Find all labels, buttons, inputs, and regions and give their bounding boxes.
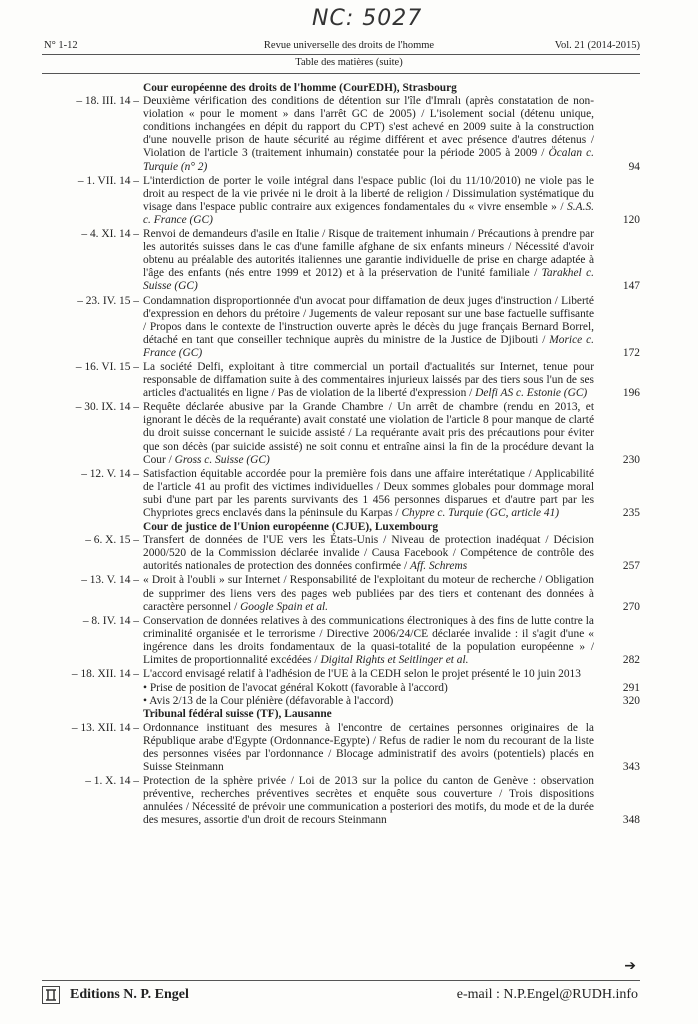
entry-description [143, 175, 594, 227]
toc-entry [42, 668, 640, 681]
entry-description [143, 228, 594, 293]
entry-description [143, 401, 594, 466]
entry-date: – 13. V. 14 – [81, 574, 139, 587]
publisher-email: e-mail : N.P.Engel@RUDH.info [456, 987, 638, 1002]
entry-date: – 12. V. 14 – [81, 467, 139, 480]
entry-text: L'interdiction de porter le voile intégral dans l'espace public (loi du 11/10/2010) ne viole pas le droit au respect de la vie privée ni le droit à la liberté de religion / Dissimulation systématique du visage dans l'espace public contraire aux exigences fondamentales du « vivre ensemble » / [143, 174, 594, 213]
entry-text: « Droit à l'oubli » sur Internet / Responsabilité de l'exploitant du moteur de recherche / Obligation de supprimer des liens vers des pages web publiées par des tiers et contenant des données à caractère personnel / [143, 574, 594, 613]
entry-date: – 30. IX. 14 – [75, 401, 139, 414]
toc-entry [42, 228, 640, 293]
entry-description [143, 615, 594, 667]
entry-description [143, 295, 594, 360]
entry-page-number: 257 [622, 560, 640, 573]
entry-page-number: 348 [622, 814, 640, 827]
entry-page-number: 282 [622, 654, 640, 667]
entry-date: – 6. X. 15 – [85, 534, 139, 547]
entry-case-reference: S.A.S. c. France (GC) [143, 200, 594, 226]
entry-description [143, 534, 594, 573]
entry-case-reference: Gross c. Suisse (GC) [174, 453, 270, 466]
entry-case-reference: Tarakhel c. Suisse (GC) [143, 267, 594, 293]
entry-case-reference: Chypre c. Turquie (GC, article 41) [401, 507, 560, 519]
table-of-contents-title: Table des matières (suite) [295, 57, 403, 68]
toc-entry [42, 775, 640, 827]
entry-page-number: 270 [622, 600, 640, 613]
entry-date: – 4. XI. 14 – [81, 228, 139, 241]
entry-page-number: 343 [622, 760, 640, 773]
entry-author: Steinmann [174, 760, 224, 773]
publisher-logo-icon [42, 986, 60, 1004]
entry-text: L'accord envisagé relatif à l'adhésion de l'UE à la CEDH selon le projet présenté le 10 juin 2013 [143, 668, 581, 681]
entry-page-number: 235 [622, 507, 640, 519]
footer-rule [42, 980, 640, 981]
entry-description [143, 668, 594, 681]
entry-text: Transfert de données de l'UE vers les États-Unis / Niveau de protection inadéquat / Décision 2000/520 de la Commission déclarée invalide / Causa Facebook / Compétence de contrôle des autorités nationales de protection des données confirmée / [143, 534, 594, 573]
entry-text: La société Delfi, exploitant à titre commercial un portail d'actualités sur Internet, tenue pour responsable de diffamation suite à des commentaires injurieux laissés par des tiers sous l'un de ses articles d'actualités en ligne / Pas de violation de la liberté d'expression / [143, 360, 594, 400]
subentry-page-number: 291 [622, 682, 640, 695]
entry-case-reference: Morice c. France (GC) [143, 333, 594, 359]
next-page-arrow-icon: ➔ [624, 958, 636, 974]
toc-entry [42, 175, 640, 227]
entry-text: Protection de la sphère privée / Loi de 2013 sur la police du canton de Genève : observation préventive, recherches préventives secrètes et enquête sous couverture / Trois dispositions annulées / Nécessité de prévoir une communication a posteriori des motifs, du mode et de la durée des mesures, assortie d'un droit de recours [143, 774, 594, 827]
toc-entry [42, 295, 640, 360]
entry-page-number: 120 [622, 213, 640, 226]
entry-date: – 1. VII. 14 – [77, 174, 139, 187]
toc-subentry [143, 695, 640, 708]
entry-page-number: 94 [628, 160, 640, 173]
entry-date: – 16. VI. 15 – [75, 360, 139, 373]
subentry-text: • Prise de position de l'avocat général Kokott (favorable à l'accord) [143, 682, 448, 695]
handwritten-annotation: NC: 5027 [312, 6, 423, 31]
entry-date: – 1. X. 14 – [85, 774, 139, 787]
entry-date: – 13. XII. 14 – [71, 721, 139, 734]
header-journal-title: Revue universelle des droits de l'homme [263, 40, 435, 51]
toc-entry [42, 95, 640, 174]
entry-text: Deuxième vérification des conditions de détention sur l'île d'Imralı (après constatation de non-violation « pour le moment » dans l'arrêt GC de 2005) / L'isolement social (détenu unique, conditions inchangées en dépit du rapport du CPT) s'est achevé en 2009 suite à la construction d'une nouvelle prison de haute sécurité au régime différent et avec présence d'autres détenus / Violation de l'article 3 (traitement inhumain) constatée pour la période 2005 à 2009 / [143, 95, 594, 160]
publisher-name: Editions N. P. Engel [70, 987, 189, 1002]
toc-entry [42, 401, 640, 466]
entry-page-number: 172 [622, 346, 640, 359]
entry-text: Ordonnance instituant des mesures à l'encontre de certaines personnes originaires de la République arabe d'Egypte (Ordonnance-Egypte) / Refus de radier le nom du recourant de la liste des personnes visées par l'ordonnance / Blocage administratif des avoirs (potentiels) placés en Suisse [143, 721, 594, 773]
entry-page-number: 196 [622, 387, 640, 400]
subentry-text: • Avis 2/13 de la Cour plénière (défavorable à l'accord) [143, 695, 394, 708]
entry-case-reference: Aff. Schrems [409, 560, 468, 573]
entry-description [143, 361, 594, 400]
toc-entry [42, 574, 640, 613]
subheader-rule [42, 73, 640, 74]
entry-case-reference: Google Spain et al. [240, 600, 329, 613]
entry-date: – 18. XII. 14 – [71, 668, 139, 681]
entry-description [143, 722, 594, 774]
entry-text: Condamnation disproportionnée d'un avocat pour diffamation de deux juges d'instruction / Liberté d'expression en dehors du prétoire / Jugements de valeur reposant sur une base factuelle suffisante / Propos dans le contexte de l'instruction ouverte après le décès du juge français Bernard Borrel, détaché en tant que conseiller technique auprès du ministre de la Justice de Djibouti / [143, 294, 594, 346]
entry-author: Steinmann [338, 814, 387, 827]
court-heading: Cour européenne des droits de l'homme (CourEDH), Strasbourg [143, 82, 457, 94]
toc-entry [42, 468, 640, 520]
toc-entry [42, 722, 640, 774]
court-heading: Tribunal fédéral suisse (TF), Lausanne [143, 708, 332, 721]
entry-text: Satisfaction équitable accordée pour la première fois dans une affaire interétatique / Applicabilité de l'article 41 au profit des victimes individuelles / Deux sommes globales pour dommage moral subi d'une part par les parents survivants des 1 456 personnes disparues et d'autre part par les Chypriotes grecs enclavés dans la péninsule du Karpas / [143, 467, 594, 519]
entry-case-reference: Öcalan c. Turquie (n° 2) [143, 147, 594, 173]
entry-date: – 23. IV. 15 – [77, 294, 139, 307]
toc-entry [42, 361, 640, 400]
entry-description [143, 574, 594, 613]
subentry-page-number: 320 [622, 695, 640, 708]
entry-text: Renvoi de demandeurs d'asile en Italie / Risque de traitement inhumain / Précautions à prendre par les autorités suisses dans le cas d'une famille afghane de six enfants mineurs / Nécessité d'avoir obtenu au préalable des autorités italiennes une garantie individuelle de prise en charge adaptée à l'âge des enfants (nés entre 1999 et 2012) et à la préservation de l'unité familiale / [143, 228, 594, 280]
toc-entry [42, 615, 640, 667]
entry-case-reference: Delfi AS c. Estonie (GC) [475, 387, 588, 400]
entry-date: – 8. IV. 14 – [82, 614, 139, 627]
entry-page-number: 147 [622, 280, 640, 293]
entry-description [143, 775, 594, 827]
table-of-contents [42, 82, 640, 828]
entry-text: Conservation de données relatives à des communications électroniques à des fins de lutte contre la criminalité organisée et le terrorisme / Directive 2006/24/CE déclarée invalide : il s'agit d'une « ingérence dans les droits fondamentaux de la quasi-totalité de la population européenne » / Limites de proportionnalité excédées / [143, 614, 594, 667]
header-rule [42, 54, 640, 55]
toc-subentry [143, 682, 640, 695]
entry-description [143, 95, 594, 174]
entry-description [143, 468, 594, 520]
entry-text: Requête déclarée abusive par la Grande Chambre / Un arrêt de chambre (rendu en 2013, et ignorant le décès de la requérante) avait constaté une violation de l'article 8 pour manque de clarté du droit suisse concernant le suicide assisté / La requérante avait pris des précautions pour éviter que son décès (par suicide assisté) ne soit connu et entraîne ainsi la fin de la procédure devant la Cour / [143, 401, 594, 466]
entry-page-number: 230 [622, 453, 640, 466]
header-issue: N° 1-12 [44, 40, 78, 51]
header-volume: Vol. 21 (2014-2015) [554, 40, 640, 51]
toc-entry [42, 534, 640, 573]
court-heading: Cour de justice de l'Union européenne (CJUE), Luxembourg [143, 521, 439, 534]
entry-case-reference: Digital Rights et Seitlinger et al. [320, 654, 469, 667]
entry-date: – 18. III. 14 – [76, 95, 139, 108]
